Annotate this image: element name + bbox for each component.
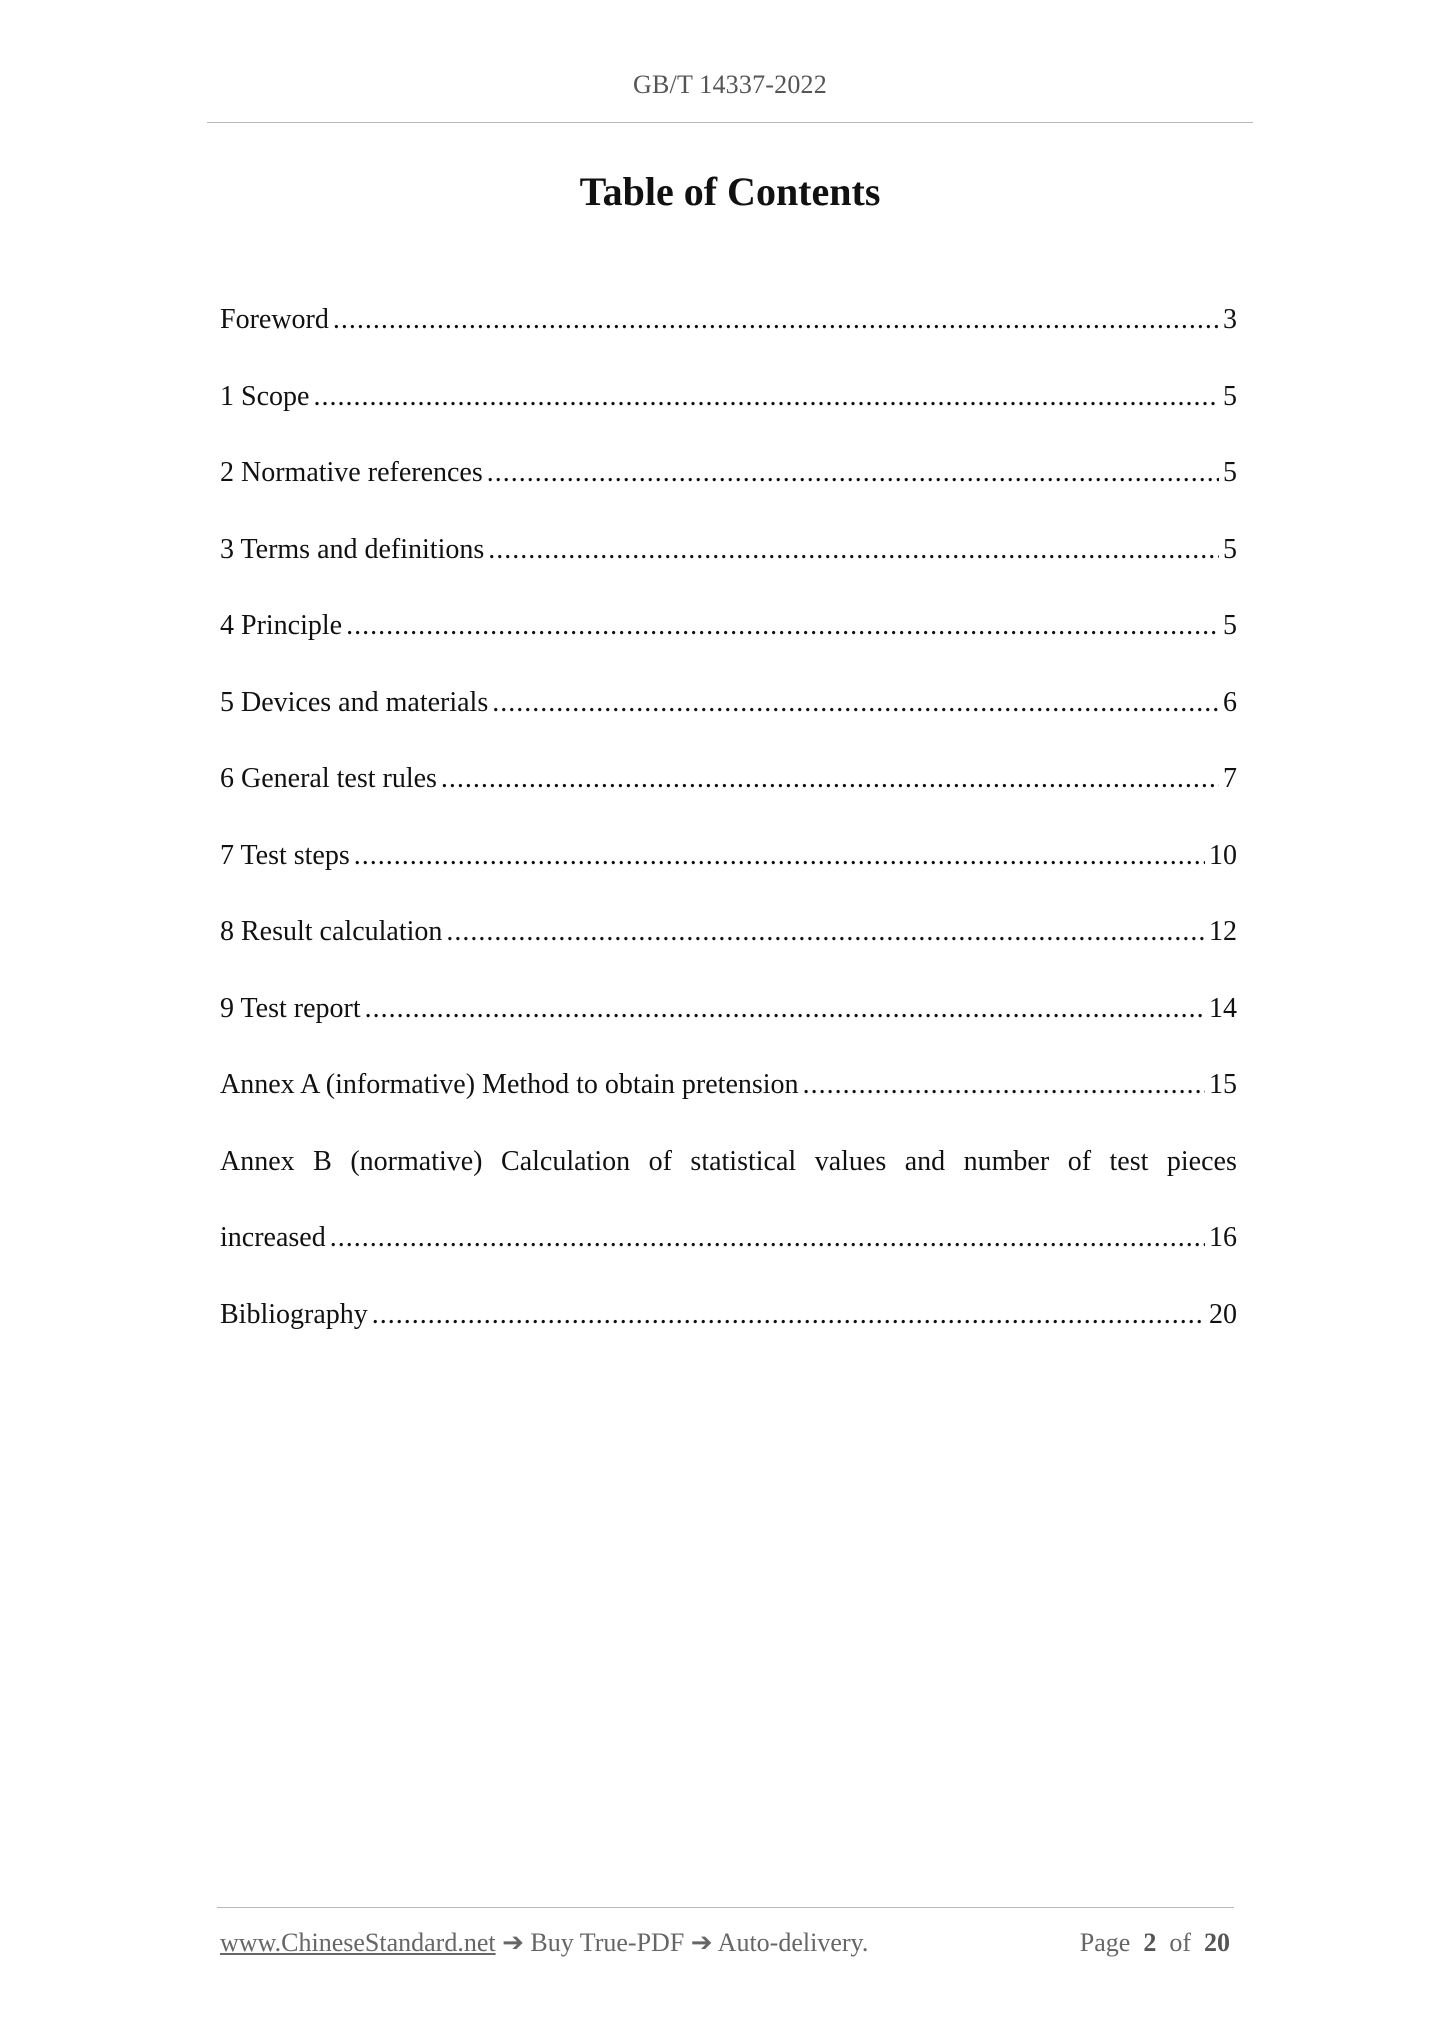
toc-entry-normative-references[interactable] bbox=[220, 435, 1237, 512]
dot-leader bbox=[803, 1071, 1205, 1099]
toc-entry-label: Foreword bbox=[220, 304, 329, 336]
page-word: Page bbox=[1079, 1928, 1131, 1957]
toc-entry-page: 5 bbox=[1223, 380, 1237, 412]
toc-entry-label: 7 Test steps bbox=[220, 839, 350, 871]
website-link[interactable]: www.ChineseStandard.net bbox=[220, 1928, 496, 1957]
toc-word: values bbox=[814, 1145, 887, 1177]
toc-entry-page: 7 bbox=[1223, 763, 1237, 795]
toc-word: of bbox=[648, 1145, 672, 1177]
toc-word: pieces bbox=[1166, 1145, 1237, 1177]
page-number bbox=[1080, 1928, 1230, 1958]
current-page: 2 bbox=[1143, 1928, 1157, 1957]
dot-leader bbox=[441, 765, 1219, 793]
dot-leader bbox=[487, 459, 1219, 487]
toc-word: and bbox=[904, 1145, 946, 1177]
dot-leader bbox=[372, 1301, 1205, 1329]
toc-entry-page: 12 bbox=[1209, 916, 1237, 948]
toc-entry-label: 2 Normative references bbox=[220, 457, 483, 489]
toc-entry-label: Bibliography bbox=[220, 1298, 368, 1330]
arrow-right-icon: ➔ bbox=[690, 1928, 713, 1957]
toc-entry-label: 6 General test rules bbox=[220, 763, 437, 795]
toc-entry-terms-definitions[interactable] bbox=[220, 512, 1237, 589]
dot-leader bbox=[354, 842, 1205, 870]
toc-entry-label: 8 Result calculation bbox=[220, 916, 443, 948]
toc-word: of bbox=[1067, 1145, 1092, 1177]
toc-entry-page: 5 bbox=[1223, 457, 1237, 489]
toc-entry-label: 5 Devices and materials bbox=[220, 686, 489, 718]
toc-entry-page: 3 bbox=[1223, 304, 1237, 336]
running-header: GB/T 14337-2022 bbox=[633, 70, 827, 99]
toc-entry-scope[interactable] bbox=[220, 359, 1237, 436]
dot-leader bbox=[313, 383, 1219, 411]
toc-word: Annex bbox=[220, 1145, 295, 1177]
table-of-contents bbox=[220, 282, 1237, 1353]
toc-entry-page: 5 bbox=[1223, 533, 1237, 565]
dot-leader bbox=[446, 918, 1205, 946]
toc-entry-label: 3 Terms and definitions bbox=[220, 533, 485, 565]
toc-entry-result-calculation[interactable] bbox=[220, 894, 1237, 971]
toc-entry-bibliography[interactable] bbox=[220, 1277, 1237, 1354]
toc-word: test bbox=[1109, 1145, 1149, 1177]
dot-leader bbox=[330, 1224, 1205, 1252]
toc-entry-page: 14 bbox=[1209, 992, 1237, 1024]
toc-word: B bbox=[313, 1145, 332, 1177]
toc-entry-label: 9 Test report bbox=[220, 992, 361, 1024]
footer-buy-text: Buy True-PDF bbox=[530, 1928, 685, 1957]
toc-entry-test-report[interactable] bbox=[220, 971, 1237, 1048]
dot-leader bbox=[333, 306, 1219, 334]
dot-leader bbox=[492, 689, 1219, 717]
toc-entry-general-test-rules[interactable] bbox=[220, 741, 1237, 818]
toc-entry-label: 1 Scope bbox=[220, 380, 310, 412]
toc-word: number bbox=[963, 1145, 1050, 1177]
toc-entry-label: Annex A (informative) Method to obtain pretension bbox=[220, 1069, 799, 1101]
toc-entry-page: 5 bbox=[1223, 610, 1237, 642]
footer-divider bbox=[217, 1907, 1234, 1908]
toc-entry-principle[interactable] bbox=[220, 588, 1237, 665]
toc-entry-label: 4 Principle bbox=[220, 610, 343, 642]
toc-entry-page: 6 bbox=[1223, 686, 1237, 718]
toc-entry-page: 15 bbox=[1209, 1069, 1237, 1101]
toc-entry-foreword[interactable] bbox=[220, 282, 1237, 359]
toc-entry-annex-b-line1[interactable] bbox=[220, 1124, 1237, 1201]
arrow-right-icon: ➔ bbox=[502, 1928, 524, 1957]
toc-entry-page: 10 bbox=[1209, 839, 1237, 871]
toc-entry-page: 16 bbox=[1209, 1222, 1237, 1254]
total-pages: 20 bbox=[1204, 1928, 1230, 1957]
page-footer bbox=[220, 1928, 1230, 1958]
dot-leader bbox=[346, 612, 1219, 640]
toc-entry-annex-a[interactable] bbox=[220, 1047, 1237, 1124]
toc-entry-label: increased bbox=[220, 1222, 326, 1254]
footer-delivery-text: Auto-delivery. bbox=[717, 1928, 869, 1957]
toc-word: statistical bbox=[690, 1145, 797, 1177]
header-divider bbox=[207, 122, 1253, 123]
toc-word: (normative) bbox=[350, 1145, 483, 1177]
toc-entry-annex-b-line2[interactable] bbox=[220, 1200, 1237, 1277]
toc-entry-devices-materials[interactable] bbox=[220, 665, 1237, 742]
of-word: of bbox=[1169, 1928, 1191, 1957]
footer-promo bbox=[220, 1928, 868, 1958]
page-title: Table of Contents bbox=[579, 169, 881, 214]
toc-word: Calculation bbox=[501, 1145, 631, 1177]
toc-entry-page: 20 bbox=[1209, 1298, 1237, 1330]
dot-leader bbox=[488, 536, 1219, 564]
toc-entry-test-steps[interactable] bbox=[220, 818, 1237, 895]
dot-leader bbox=[365, 995, 1205, 1023]
